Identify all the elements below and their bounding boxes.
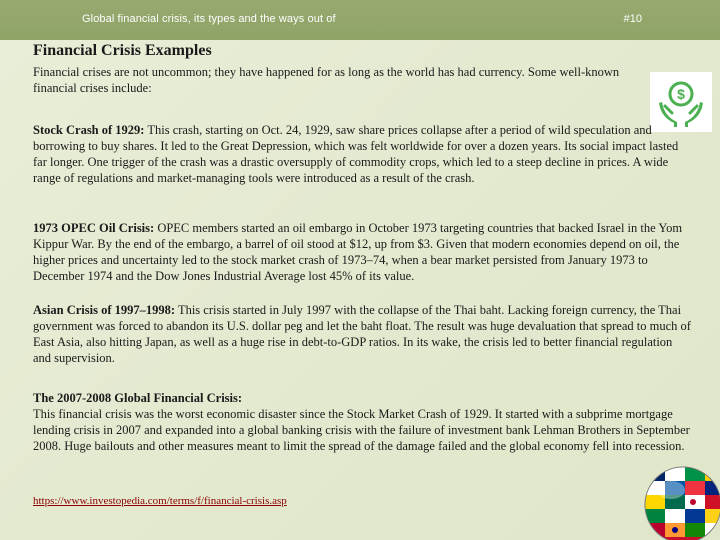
section-heading: 1973 OPEC Oil Crisis: [33, 221, 155, 235]
section-stock-crash-1929 [33, 122, 693, 186]
section-body: This financial crisis was the worst economic disaster since the Stock Market Crash of 1929. It started with a subprime mortgage lending crisis in 2007 and expanded into a global banking crisis with the failure of investment bank Lehman Brothers in September 2008. Huge bailouts and other measures meant to limit the spread of the damage failed and the global economy fell into recession. [33, 407, 690, 453]
section-body: OPEC members started an oil embargo in October 1973 targeting countries that backed Israel in the Yom Kippur War. By the end of the embargo, a barrel of oil stood at $12, up from $3. Given that modern economies depend on oil, the higher prices and uncertainty led to the stock market crash of 1973–74, when a bear market persisted from January 1973 to December 1974 and the Dow Jones Industrial Average lost 45% of its value. [33, 221, 683, 283]
section-body: This crash, starting on Oct. 24, 1929, saw share prices collapse after a period of wild speculation and borrowing to buy shares. It led to the Great Depression, which was felt worldwide for over a dozen years. Its social impact lasted far longer. One trigger of the crash was a drastic oversupply of commodity crops, which led to a steep decline in prices. A wide range of regulations and market-managing tools were introduced as a result of the crash. [33, 123, 679, 185]
source-link[interactable]: https://www.investopedia.com/terms/f/financial-crisis.asp [33, 495, 287, 507]
section-heading: Asian Crisis of 1997–1998: [33, 303, 176, 317]
section-heading: The 2007-2008 Global Financial Crisis: [33, 391, 243, 405]
section-opec-1973 [33, 220, 693, 284]
intro-text: Financial crises are not uncommon; they have happened for as long as the world has had currency. Some well-known financial crises include: [33, 65, 620, 95]
page-title: Financial Crisis Examples [33, 42, 212, 59]
section-body: This crisis started in July 1997 with the collapse of the Thai baht. Lacking foreign currency, the Thai government was forced to abandon its U.S. dollar peg and let the baht float. The result was huge devaluation that spread to much of East Asia, also hitting Japan, as well as a huge rise in debt-to-GDP ratios. In its wake, the crisis led to better financial regulation and supervision. [33, 303, 691, 365]
section-gfc-2007-2008 [33, 390, 693, 454]
header-title: Global financial crisis, its types and the ways out of [82, 13, 336, 25]
section-asian-crisis [33, 302, 693, 366]
section-heading: Stock Crash of 1929: [33, 123, 145, 137]
flag-globe-icon [638, 460, 720, 540]
slide-number: #10 [623, 13, 642, 25]
svg-text:$: $ [677, 86, 685, 102]
header-bar [0, 0, 720, 40]
